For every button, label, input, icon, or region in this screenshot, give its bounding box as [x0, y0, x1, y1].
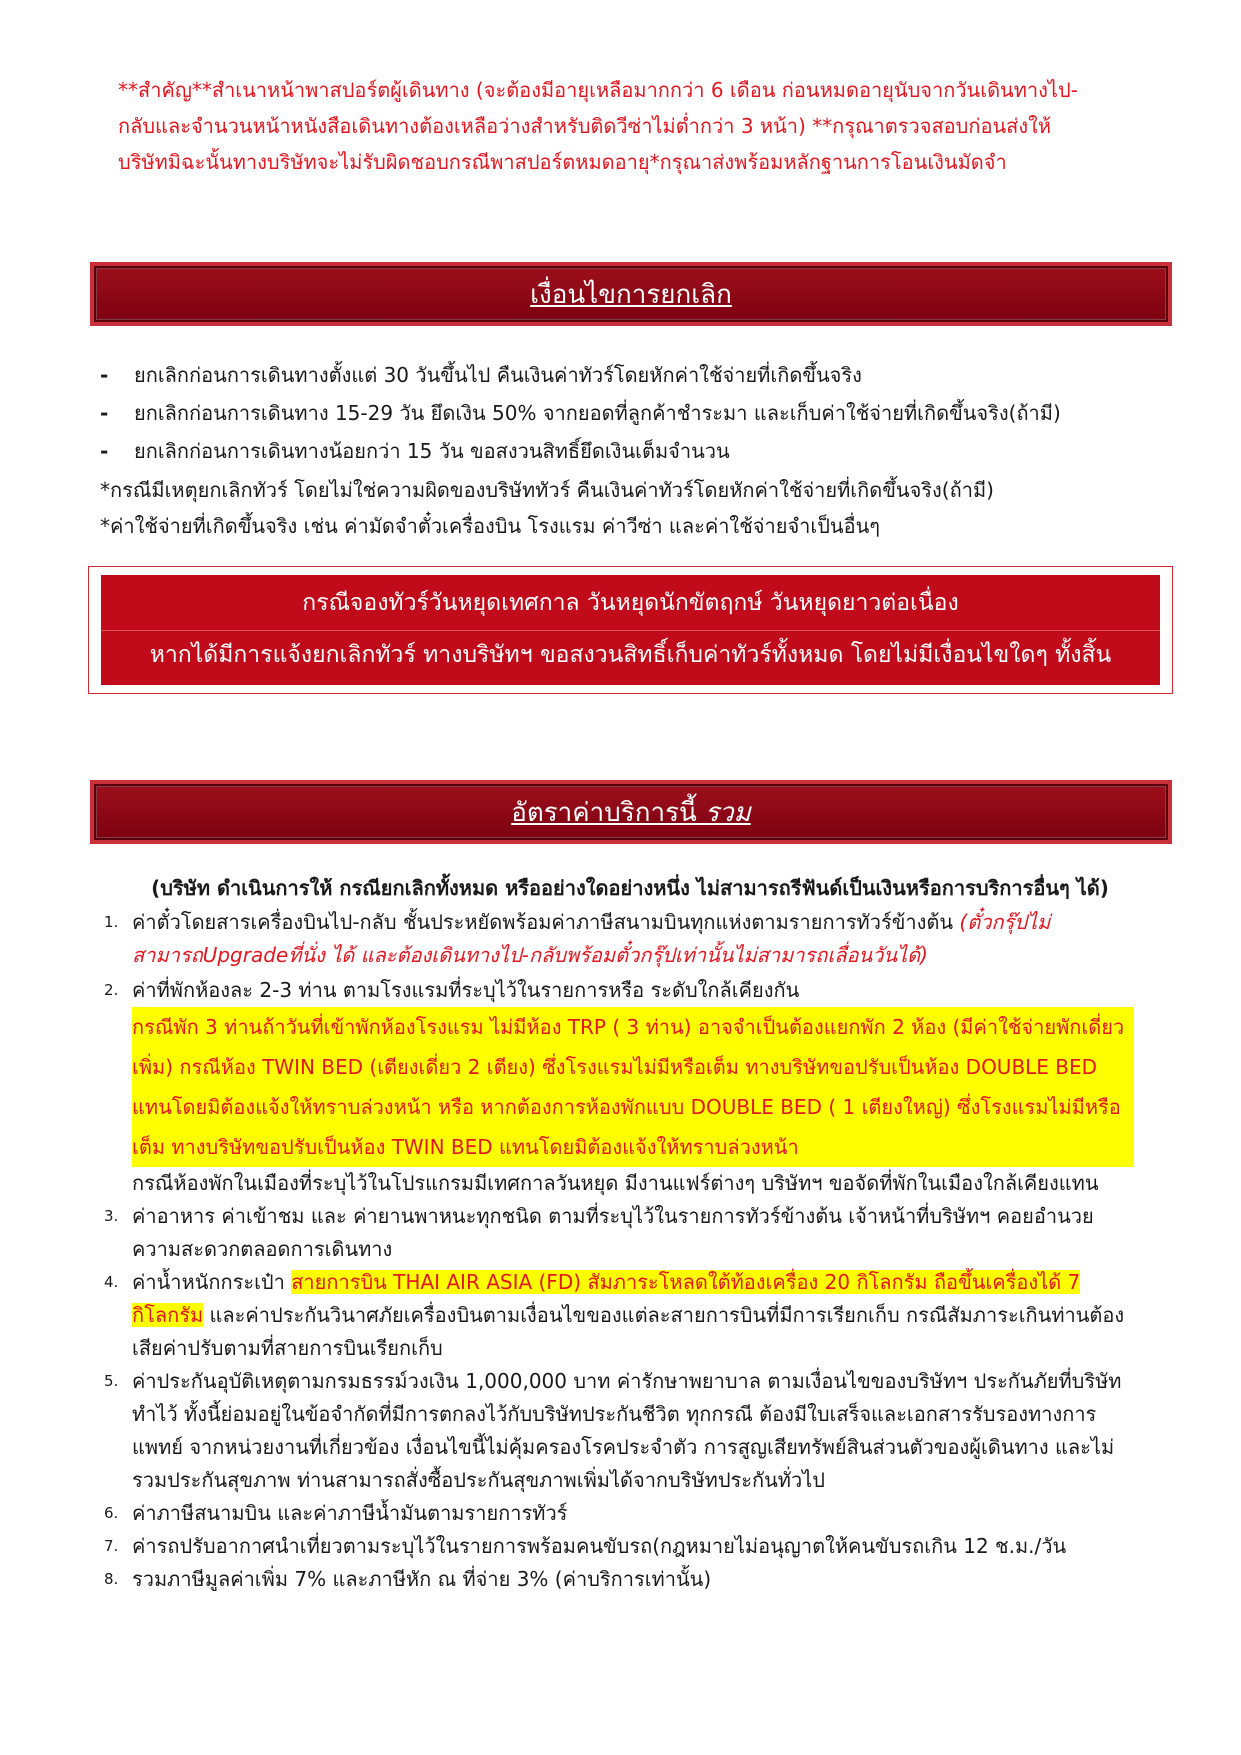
list-item [104, 1530, 1134, 1563]
item-text: ค่าภาษีสนามบิน และค่าภาษีน้ำมันตามรายการทัวร์ [132, 1501, 568, 1525]
notice-line-2: กลับและจำนวนหน้าหนังสือเดินทางต้องเหลือว่างสำหรับติดวีซ่าไม่ต่ำกว่า 3 หน้า) **กรุณาตรวจสอบก่อนส่งให้ [118, 114, 1052, 138]
item-text: ค่าตั๋วโดยสารเครื่องบินไป-กลับ ชั้นประหยัดพร้อมค่าภาษีสนามบินทุกแห่งตามรายการทัวร์ข้างต้น [132, 910, 960, 934]
cancel-item-text: ยกเลิกก่อนการเดินทางตั้งแต่ 30 วันขึ้นไป คืนเงินค่าทัวร์โดยหักค่าใช้จ่ายที่เกิดขึ้นจริง [134, 363, 862, 387]
rates-include-title [511, 792, 751, 833]
item-text: ค่าที่พักห้องละ 2-3 ท่าน ตามโรงแรมที่ระบุไว้ในรายการหรือ ระดับใกล้เคียงกัน [132, 978, 800, 1002]
dash-bullet-icon: - [100, 439, 109, 463]
rates-include-list [104, 906, 1134, 1596]
cancel-conditions-banner [90, 262, 1172, 326]
item-text: ค่าประกันอุบัติเหตุตามกรมธรรม์วงเงิน 1,000,000 บาท ค่ารักษาพยาบาล ตามเงื่อนไขของบริษัทฯ ประกันภัยที่บริษัททำไว้ ทั้งนี้ย่อมอยู่ในข้อจำกัดที่มีการตกลงไว้กับบริษัทประกันชีวิต ทุกกรณี ต้องมีใบเสร็จและเอกสารรับรองทางการแพทย์ จากหน่วยงานที่เกี่ยวข้อง เงื่อนไขนี้ไม่คุ้มครองโรคประจำตัว การสูญเสียทรัพย์สินส่วนตัวของผู้เดินทาง และไม่รวมประกันสุขภาพ ท่านสามารถสั่งซื้อประกันสุขภาพเพิ่มได้จากบริษัทประกันทั่วไป [132, 1369, 1122, 1492]
item-number: 7. [104, 1537, 119, 1555]
list-item [104, 974, 1134, 1200]
cancel-note-2: *ค่าใช้จ่ายที่เกิดขึ้นจริง เช่น ค่ามัดจำตั๋วเครื่องบิน โรงแรม ค่าวีซ่า และค่าใช้จ่ายจำเป็นอื่นๆ [100, 514, 881, 538]
item-after-text: และค่าประกันวินาศภัยเครื่องบินตามเงื่อนไขของแต่ละสายการบินที่มีการเรียกเก็บ กรณีสัมภาระเกินท่านต้องเสียค่าปรับตามที่สายการบินเรียกเก็บ [132, 1303, 1125, 1360]
item-number: 8. [104, 1570, 119, 1588]
rates-include-banner [90, 780, 1172, 844]
cancel-conditions-title: เงื่อนไขการยกเลิก [530, 279, 732, 310]
item-after-text: กรณีห้องพักในเมืองที่ระบุไว้ในโปรแกรมมีเทศกาลวันหยุด มีงานแฟร์ต่างๆ บริษัทฯ ขอจัดที่พักในเมืองใกล้เคียงแทน [132, 1171, 1099, 1195]
item-number: 5. [104, 1372, 119, 1390]
holiday-warning-panel [101, 575, 1160, 685]
dash-bullet-icon: - [100, 363, 109, 387]
item-number: 3. [104, 1207, 119, 1225]
item-text: ค่าน้ำหนักกระเป๋า [132, 1270, 292, 1294]
holiday-line-2: หากได้มีการแจ้งยกเลิกทัวร์ ทางบริษัทฯ ขอสงวนสิทธิ์เก็บค่าทัวร์ทั้งหมด โดยไม่มีเงื่อนไขใดๆ ทั้งสิ้น [101, 630, 1160, 673]
list-item [104, 1497, 1134, 1530]
item-number: 1. [104, 913, 119, 931]
dash-bullet-icon: - [100, 401, 109, 425]
item-number: 6. [104, 1504, 119, 1522]
item-highlight: สายการบิน THAI AIR ASIA (FD) สัมภาระโหลดใต้ท้องเครื่อง 20 กิโลกรัม ถือขึ้นเครื่องได้ 7 กิโลกรัม [132, 1270, 1081, 1327]
list-item [104, 1200, 1134, 1266]
rates-subtitle: (บริษัท ดำเนินการให้ กรณียกเลิกทั้งหมด หรืออย่างใดอย่างหนึ่ง ไม่สามารถรีฟันด์เป็นเงินหรือการบริการอื่นๆ ได้) [151, 876, 1109, 900]
list-item [100, 394, 1160, 432]
holiday-line-1: กรณีจองทัวร์วันหยุดเทศกาล วันหยุดนักขัตฤกษ์ วันหยุดยาวต่อเนื่อง [302, 590, 959, 616]
cancel-item-text: ยกเลิกก่อนการเดินทางน้อยกว่า 15 วัน ขอสงวนสิทธิ์ยึดเงินเต็มจำนวน [134, 439, 730, 463]
item-highlight: กรณีพัก 3 ท่านถ้าวันที่เข้าพักห้องโรงแรม ไม่มีห้อง TRP ( 3 ท่าน) อาจจำเป็นต้องแยกพัก 2 ห้อง (มีค่าใช้จ่ายพักเดี่ยวเพิ่ม) กรณีห้อง TWIN BED (เตียงเดี่ยว 2 เตียง) ซึ่งโรงแรมไม่มีหรือเต็ม ทางบริษัทขอปรับเป็นห้อง DOUBLE BED แทนโดยมิต้องแจ้งให้ทราบล่วงหน้า หรือ หากต้องการห้องพักแบบ DOUBLE BED ( 1 เตียงใหญ่) ซึ่งโรงแรมไม่มีหรือเต็ม ทางบริษัทขอปรับเป็นห้อง TWIN BED แทนโดยมิต้องแจ้งให้ทราบล่วงหน้า [132, 1007, 1134, 1167]
item-text: รวมภาษีมูลค่าเพิ่ม 7% และภาษีหัก ณ ที่จ่าย 3% (ค่าบริการเท่านั้น) [132, 1567, 712, 1591]
cancel-note-1: *กรณีมีเหตุยกเลิกทัวร์ โดยไม่ใช่ความผิดของบริษัททัวร์ คืนเงินค่าทัวร์โดยหักค่าใช้จ่ายที่เกิดขึ้นจริง(ถ้ามี) [100, 478, 994, 502]
rates-title-emph: รวม [705, 797, 751, 828]
list-item [104, 1365, 1134, 1497]
item-number: 2. [104, 981, 119, 999]
list-item [100, 356, 1160, 394]
cancel-conditions-list [100, 356, 1160, 470]
list-item [104, 906, 1134, 972]
list-item [100, 432, 1160, 470]
list-item [104, 1563, 1134, 1596]
rates-title-main: อัตราค่าบริการนี้ [511, 797, 706, 828]
cancel-item-text: ยกเลิกก่อนการเดินทาง 15-29 วัน ยึดเงิน 50% จากยอดที่ลูกค้าชำระมา และเก็บค่าใช้จ่ายที่เกิดขึ้นจริง(ถ้ามี) [134, 401, 1061, 425]
item-number: 4. [104, 1273, 119, 1291]
list-item [104, 1266, 1134, 1365]
notice-line-1: **สำคัญ**สำเนาหน้าพาสปอร์ตผู้เดินทาง (จะต้องมีอายุเหลือมากกว่า 6 เดือน ก่อนหมดอายุนับจากวันเดินทางไป- [118, 78, 1078, 102]
passport-notice [118, 72, 1138, 180]
notice-line-3: บริษัทมิฉะนั้นทางบริษัทจะไม่รับผิดชอบกรณีพาสปอร์ตหมดอายุ*กรุณาส่งพร้อมหลักฐานการโอนเงินมัดจำ [118, 150, 1007, 174]
item-text: ค่าอาหาร ค่าเข้าชม และ ค่ายานพาหนะทุกชนิด ตามที่ระบุไว้ในรายการทัวร์ข้างต้น เจ้าหน้าที่บริษัทฯ คอยอำนวยความสะดวกตลอดการเดินทาง [132, 1204, 1094, 1261]
holiday-warning-box [88, 566, 1173, 694]
item-red-note: (ตั๋วกรุ๊ปไม่สามารถUpgradeที่นั่ง ได้ และต้องเดินทางไป-กลับพร้อมตั๋วกรุ๊ปเท่านั้นไม่สามารถเลื่อนวันได้) [132, 910, 1051, 967]
item-text: ค่ารถปรับอากาศนำเที่ยวตามระบุไว้ในรายการพร้อมคนขับรถ(กฎหมายไม่อนุญาตให้คนขับรถเกิน 12 ช.ม./วัน [132, 1534, 1067, 1558]
